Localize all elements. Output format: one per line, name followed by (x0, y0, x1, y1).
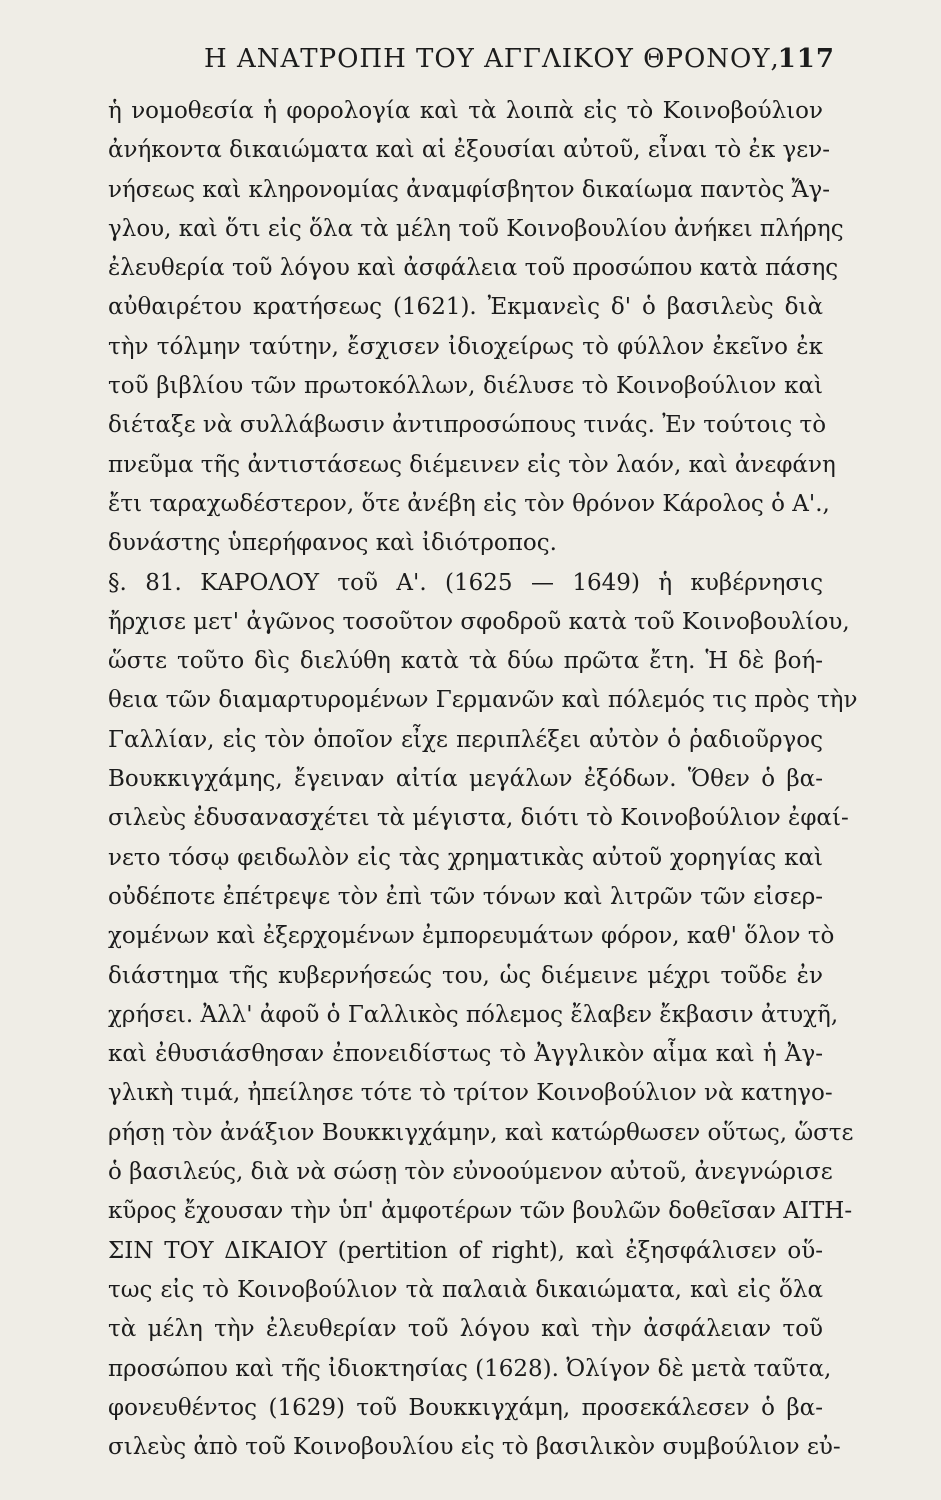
text-line: τὰ μέλη τὴν ἐλευθερίαν τοῦ λόγου καὶ τὴν ἀσφάλειαν τοῦ (108, 1316, 823, 1343)
text-line: τοῦ βιβλίου τῶν πρωτοκόλλων, διέλυσε τὸ Κοινοβούλιον καὶ (108, 373, 823, 400)
text-line: καὶ ἐθυσιάσθησαν ἐπονειδίστως τὸ Ἀγγλικὸν αἷμα καὶ ἡ Ἀγ- (108, 1041, 823, 1068)
text-line: κῦρος ἔχουσαν τὴν ὑπ' ἀμφοτέρων τῶν βουλῶν δοθεῖσαν ΑΙΤΗ- (108, 1198, 853, 1225)
text-line: §. 81. ΚΑΡΟΛΟΥ τοῦ Α'. (1625 — 1649) ἡ κυβέρνησις (108, 569, 823, 596)
text-line: ΣΙΝ ΤΟΥ ΔΙΚΑΙΟΥ (pertition of right), καὶ ἐξησφάλισεν οὕ- (108, 1237, 823, 1264)
text-line: φονευθέντος (1629) τοῦ Βουκκιγχάμη, προσεκάλεσεν ὁ βα- (108, 1394, 823, 1421)
text-line: ἐλευθερία τοῦ λόγου καὶ ἀσφάλεια τοῦ προσώπου κατὰ πάσης (108, 255, 839, 282)
text-line: ὥστε τοῦτο δὶς διελύθη κατὰ τὰ δύω πρῶτα ἔτη. Ἡ δὲ βοή- (108, 648, 823, 675)
text-line: θεια τῶν διαμαρτυρομένων Γερμανῶν καὶ πόλεμός τις πρὸς τὴν (108, 687, 858, 714)
text-line: σιλεὺς ἀπὸ τοῦ Κοινοβουλίου εἰς τὸ βασιλικὸν συμβούλιον εὐ- (108, 1434, 841, 1461)
page-header (108, 44, 835, 80)
text-line: ἤρχισε μετ' ἀγῶνος τοσοῦτον σφοδροῦ κατὰ τοῦ Κοινοβουλίου, (108, 608, 850, 635)
text-line: Βουκκιγχάμης, ἔγειναν αἰτία μεγάλων ἐξόδων. Ὅθεν ὁ βα- (108, 766, 823, 793)
text-line: σιλεὺς ἐδυσανασχέτει τὰ μέγιστα, διότι τὸ Κοινοβούλιον ἐφαί- (108, 805, 849, 832)
text-line: ἀνήκοντα δικαιώματα καὶ αἱ ἐξουσίαι αὐτοῦ, εἶναι τὸ ἐκ γεν- (108, 137, 830, 164)
text-line: Γαλλίαν, εἰς τὸν ὁποῖον εἶχε περιπλέξει αὐτὸν ὁ ῥαδιοῦργος (108, 726, 823, 753)
running-title: Η ΑΝΑΤΡΟΠΗ ΤΟΥ ΑΓΓΛΙΚΟΥ ΘΡΟΝΟΥ, (204, 44, 780, 74)
text-line: τως εἰς τὸ Κοινοβούλιον τὰ παλαιὰ δικαιώματα, καὶ εἰς ὅλα (108, 1276, 823, 1303)
text-line: οὐδέποτε ἐπέτρεψε τὸν ἐπὶ τῶν τόνων καὶ λιτρῶν τῶν εἰσερ- (108, 883, 823, 910)
text-line: γλικὴ τιμά, ἠπείλησε τότε τὸ τρίτον Κοινοβούλιον νὰ κατηγο- (108, 1080, 833, 1107)
text-line: ἔτι ταραχωδέστερον, ὅτε ἀνέβη εἰς τὸν θρόνον Κάρολος ὁ Α'., (108, 490, 830, 517)
text-line: αὐθαιρέτου κρατήσεως (1621). Ἐκμανεὶς δ' ὁ βασιλεὺς διὰ (108, 294, 823, 321)
text-line: χομένων καὶ ἐξερχομένων ἐμπορευμάτων φόρον, καθ' ὅλον τὸ (108, 923, 835, 950)
text-line: νήσεως καὶ κληρονομίας ἀναμφίσβητον δικαίωμα παντὸς Ἄγ- (108, 176, 831, 203)
text-line: νετο τόσῳ φειδωλὸν εἰς τὰς χρηματικὰς αὐτοῦ χορηγίας καὶ (108, 844, 823, 871)
text-line: ρήσῃ τὸν ἀνάξιον Βουκκιγχάμην, καὶ κατώρθωσεν οὕτως, ὥστε (108, 1119, 854, 1146)
text-line: τὴν τόλμην ταύτην, ἔσχισεν ἰδιοχείρως τὸ φύλλον ἐκεῖνο ἐκ (108, 333, 823, 360)
text-line: πνεῦμα τῆς ἀντιστάσεως διέμεινεν εἰς τὸν λαόν, καὶ ἀνεφάνη (108, 451, 836, 478)
text-line: διέταξε νὰ συλλάβωσιν ἀντιπροσώπους τινάς. Ἐν τούτοις τὸ (108, 412, 827, 439)
text-line: χρήσει. Ἀλλ' ἀφοῦ ὁ Γαλλικὸς πόλεμος ἔλαβεν ἔκβασιν ἀτυχῆ, (108, 1001, 839, 1028)
text-line: ὁ βασιλεύς, διὰ νὰ σώσῃ τὸν εὐνοούμενον αὐτοῦ, ἀνεγνώρισε (108, 1159, 833, 1186)
text-line: δυνάστης ὑπερήφανος καὶ ἰδιότροπος. (108, 530, 557, 557)
text-line: ἡ νομοθεσία ἡ φορολογία καὶ τὰ λοιπὰ εἰς τὸ Κοινοβούλιον (108, 98, 823, 124)
page-number: 117 (777, 44, 835, 74)
text-line: γλου, καὶ ὅτι εἰς ὅλα τὰ μέλη τοῦ Κοινοβουλίου ἀνήκει πλήρης (108, 215, 844, 242)
text-line: διάστημα τῆς κυβερνήσεώς του, ὡς διέμεινε μέχρι τοῦδε ἐν (108, 962, 823, 989)
text-line: προσώπου καὶ τῆς ἰδιοκτησίας (1628). Ὀλίγον δὲ μετὰ ταῦτα, (108, 1355, 832, 1382)
body-text (108, 92, 858, 1467)
